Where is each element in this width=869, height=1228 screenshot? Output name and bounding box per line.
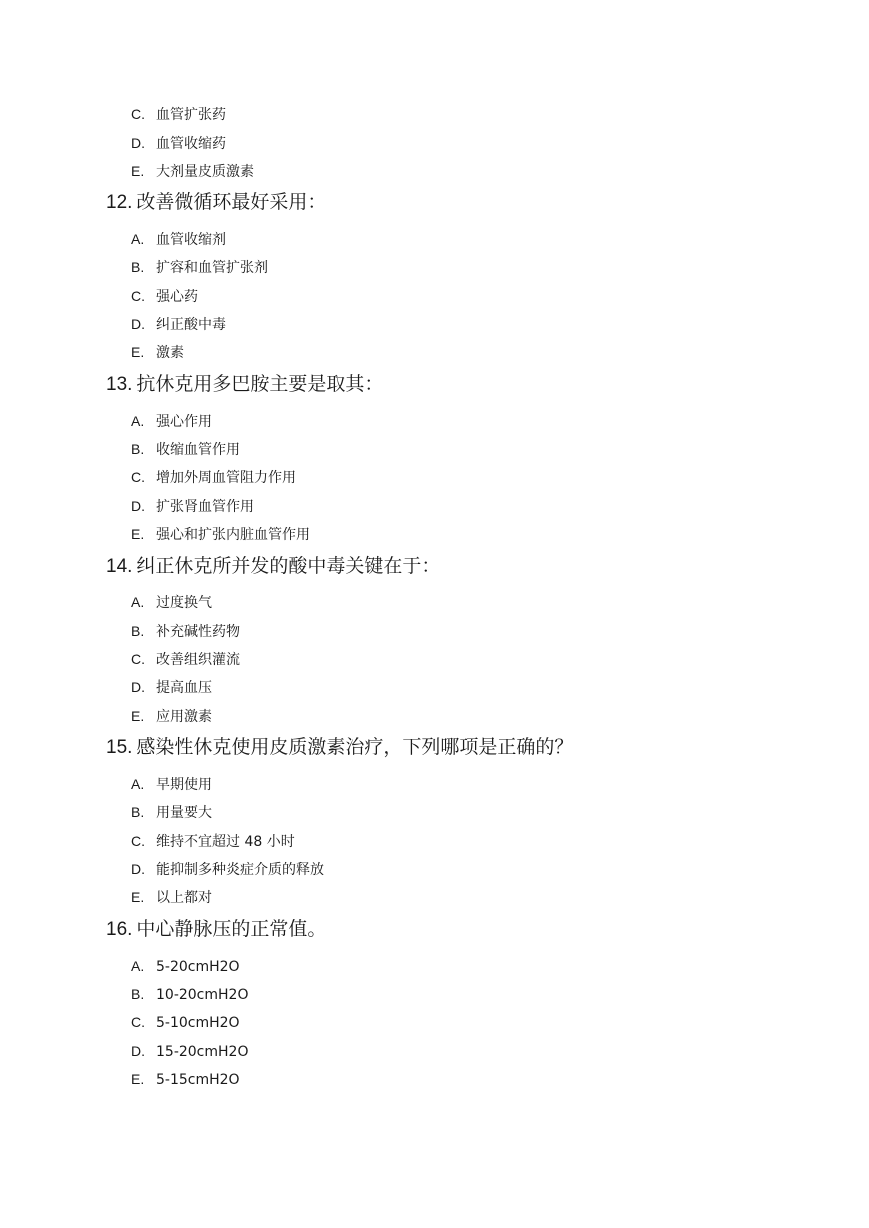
option-12-a <box>131 230 226 249</box>
option-text: 强心药 <box>156 289 198 305</box>
option-text: 增加外周血管阻力作用 <box>156 470 296 486</box>
option-text: 5-20cmH2O <box>156 959 240 975</box>
option-15-c <box>131 832 295 851</box>
option-letter: E. <box>131 889 145 905</box>
option-letter: B. <box>131 441 145 457</box>
option-text: 纠正酸中毒 <box>156 317 226 333</box>
option-13-d <box>131 497 254 516</box>
option-letter: A. <box>131 594 145 610</box>
option-letter: D. <box>131 498 145 514</box>
option-letter: C. <box>131 651 145 667</box>
option-letter: E. <box>131 1071 145 1087</box>
option-letter: D. <box>131 861 145 877</box>
option-12-c <box>131 287 198 306</box>
question-13 <box>106 372 383 397</box>
question-number: 16. <box>106 919 133 940</box>
option-13-e <box>131 525 310 544</box>
option-15-e <box>131 888 212 907</box>
option-12-d <box>131 315 226 334</box>
option-letter: D. <box>131 135 145 151</box>
option-letter: C. <box>131 833 145 849</box>
option-13-b <box>131 440 240 459</box>
question-12 <box>106 190 326 215</box>
option-text: 5-10cmH2O <box>156 1015 240 1031</box>
option-14-d <box>131 678 212 697</box>
option-14-b <box>131 622 240 641</box>
option-text: 强心作用 <box>156 414 212 430</box>
option-letter: C. <box>131 106 145 122</box>
option-text: 10-20cmH2O <box>156 987 249 1003</box>
option-letter: E. <box>131 344 145 360</box>
question-text: 感染性休克使用皮质激素治疗，下列哪项是正确的？ <box>136 736 574 758</box>
option-letter: A. <box>131 958 145 974</box>
option-letter: C. <box>131 288 145 304</box>
option-text: 激素 <box>156 345 184 361</box>
question-text: 中心静脉压的正常值。 <box>136 918 327 940</box>
question-14 <box>106 554 440 579</box>
question-text: 改善微循环最好采用： <box>136 191 327 213</box>
option-text: 提高血压 <box>156 680 212 696</box>
option-15-b <box>131 803 212 822</box>
option-text: 血管扩张药 <box>156 107 226 123</box>
option-letter: D. <box>131 679 145 695</box>
question-16 <box>106 917 326 942</box>
question-text: 纠正休克所并发的酸中毒关键在于： <box>136 555 441 577</box>
option-text: 扩张肾血管作用 <box>156 499 254 515</box>
option-letter: B. <box>131 804 145 820</box>
option-13-c <box>131 468 296 487</box>
option-text: 15-20cmH2O <box>156 1044 249 1060</box>
option-text: 血管收缩剂 <box>156 232 226 248</box>
option-letter: E. <box>131 708 145 724</box>
option-15-a <box>131 775 212 794</box>
option-text: 5-15cmH2O <box>156 1072 240 1088</box>
option-text: 维持不宜超过 48 小时 <box>156 834 295 850</box>
option-14-c <box>131 650 240 669</box>
option-12-b <box>131 258 268 277</box>
question-15 <box>106 735 573 760</box>
question-number: 15. <box>106 737 133 758</box>
option-text: 强心和扩张内脏血管作用 <box>156 527 310 543</box>
question-text: 抗休克用多巴胺主要是取其： <box>136 373 384 395</box>
option-letter: B. <box>131 623 145 639</box>
option-text: 早期使用 <box>156 777 212 793</box>
option-16-c <box>131 1013 240 1032</box>
question-number: 13. <box>106 374 133 395</box>
option-text: 用量要大 <box>156 805 212 821</box>
option-letter: E. <box>131 163 145 179</box>
option-letter: D. <box>131 1043 145 1059</box>
option-prev-e <box>131 162 254 181</box>
option-text: 改善组织灌流 <box>156 652 240 668</box>
option-text: 能抑制多种炎症介质的释放 <box>156 862 324 878</box>
option-text: 过度换气 <box>156 595 212 611</box>
option-16-b <box>131 985 248 1004</box>
option-prev-d <box>131 134 226 153</box>
option-text: 以上都对 <box>156 890 212 906</box>
option-14-e <box>131 707 212 726</box>
option-text: 大剂量皮质激素 <box>156 164 254 180</box>
option-letter: B. <box>131 986 145 1002</box>
option-12-e <box>131 343 184 362</box>
option-15-d <box>131 860 324 879</box>
option-letter: A. <box>131 231 145 247</box>
option-16-d <box>131 1042 248 1061</box>
option-14-a <box>131 593 212 612</box>
option-letter: C. <box>131 469 145 485</box>
option-13-a <box>131 412 212 431</box>
option-text: 扩容和血管扩张剂 <box>156 260 268 276</box>
option-letter: E. <box>131 526 145 542</box>
option-16-e <box>131 1070 240 1089</box>
question-number: 12. <box>106 192 133 213</box>
option-text: 补充碱性药物 <box>156 624 240 640</box>
option-letter: A. <box>131 413 145 429</box>
option-letter: D. <box>131 316 145 332</box>
option-text: 应用激素 <box>156 709 212 725</box>
option-16-a <box>131 957 240 976</box>
option-text: 血管收缩药 <box>156 136 226 152</box>
option-letter: A. <box>131 776 145 792</box>
option-text: 收缩血管作用 <box>156 442 240 458</box>
option-letter: B. <box>131 259 145 275</box>
question-number: 14. <box>106 556 133 577</box>
option-prev-c <box>131 105 226 124</box>
option-letter: C. <box>131 1014 145 1030</box>
